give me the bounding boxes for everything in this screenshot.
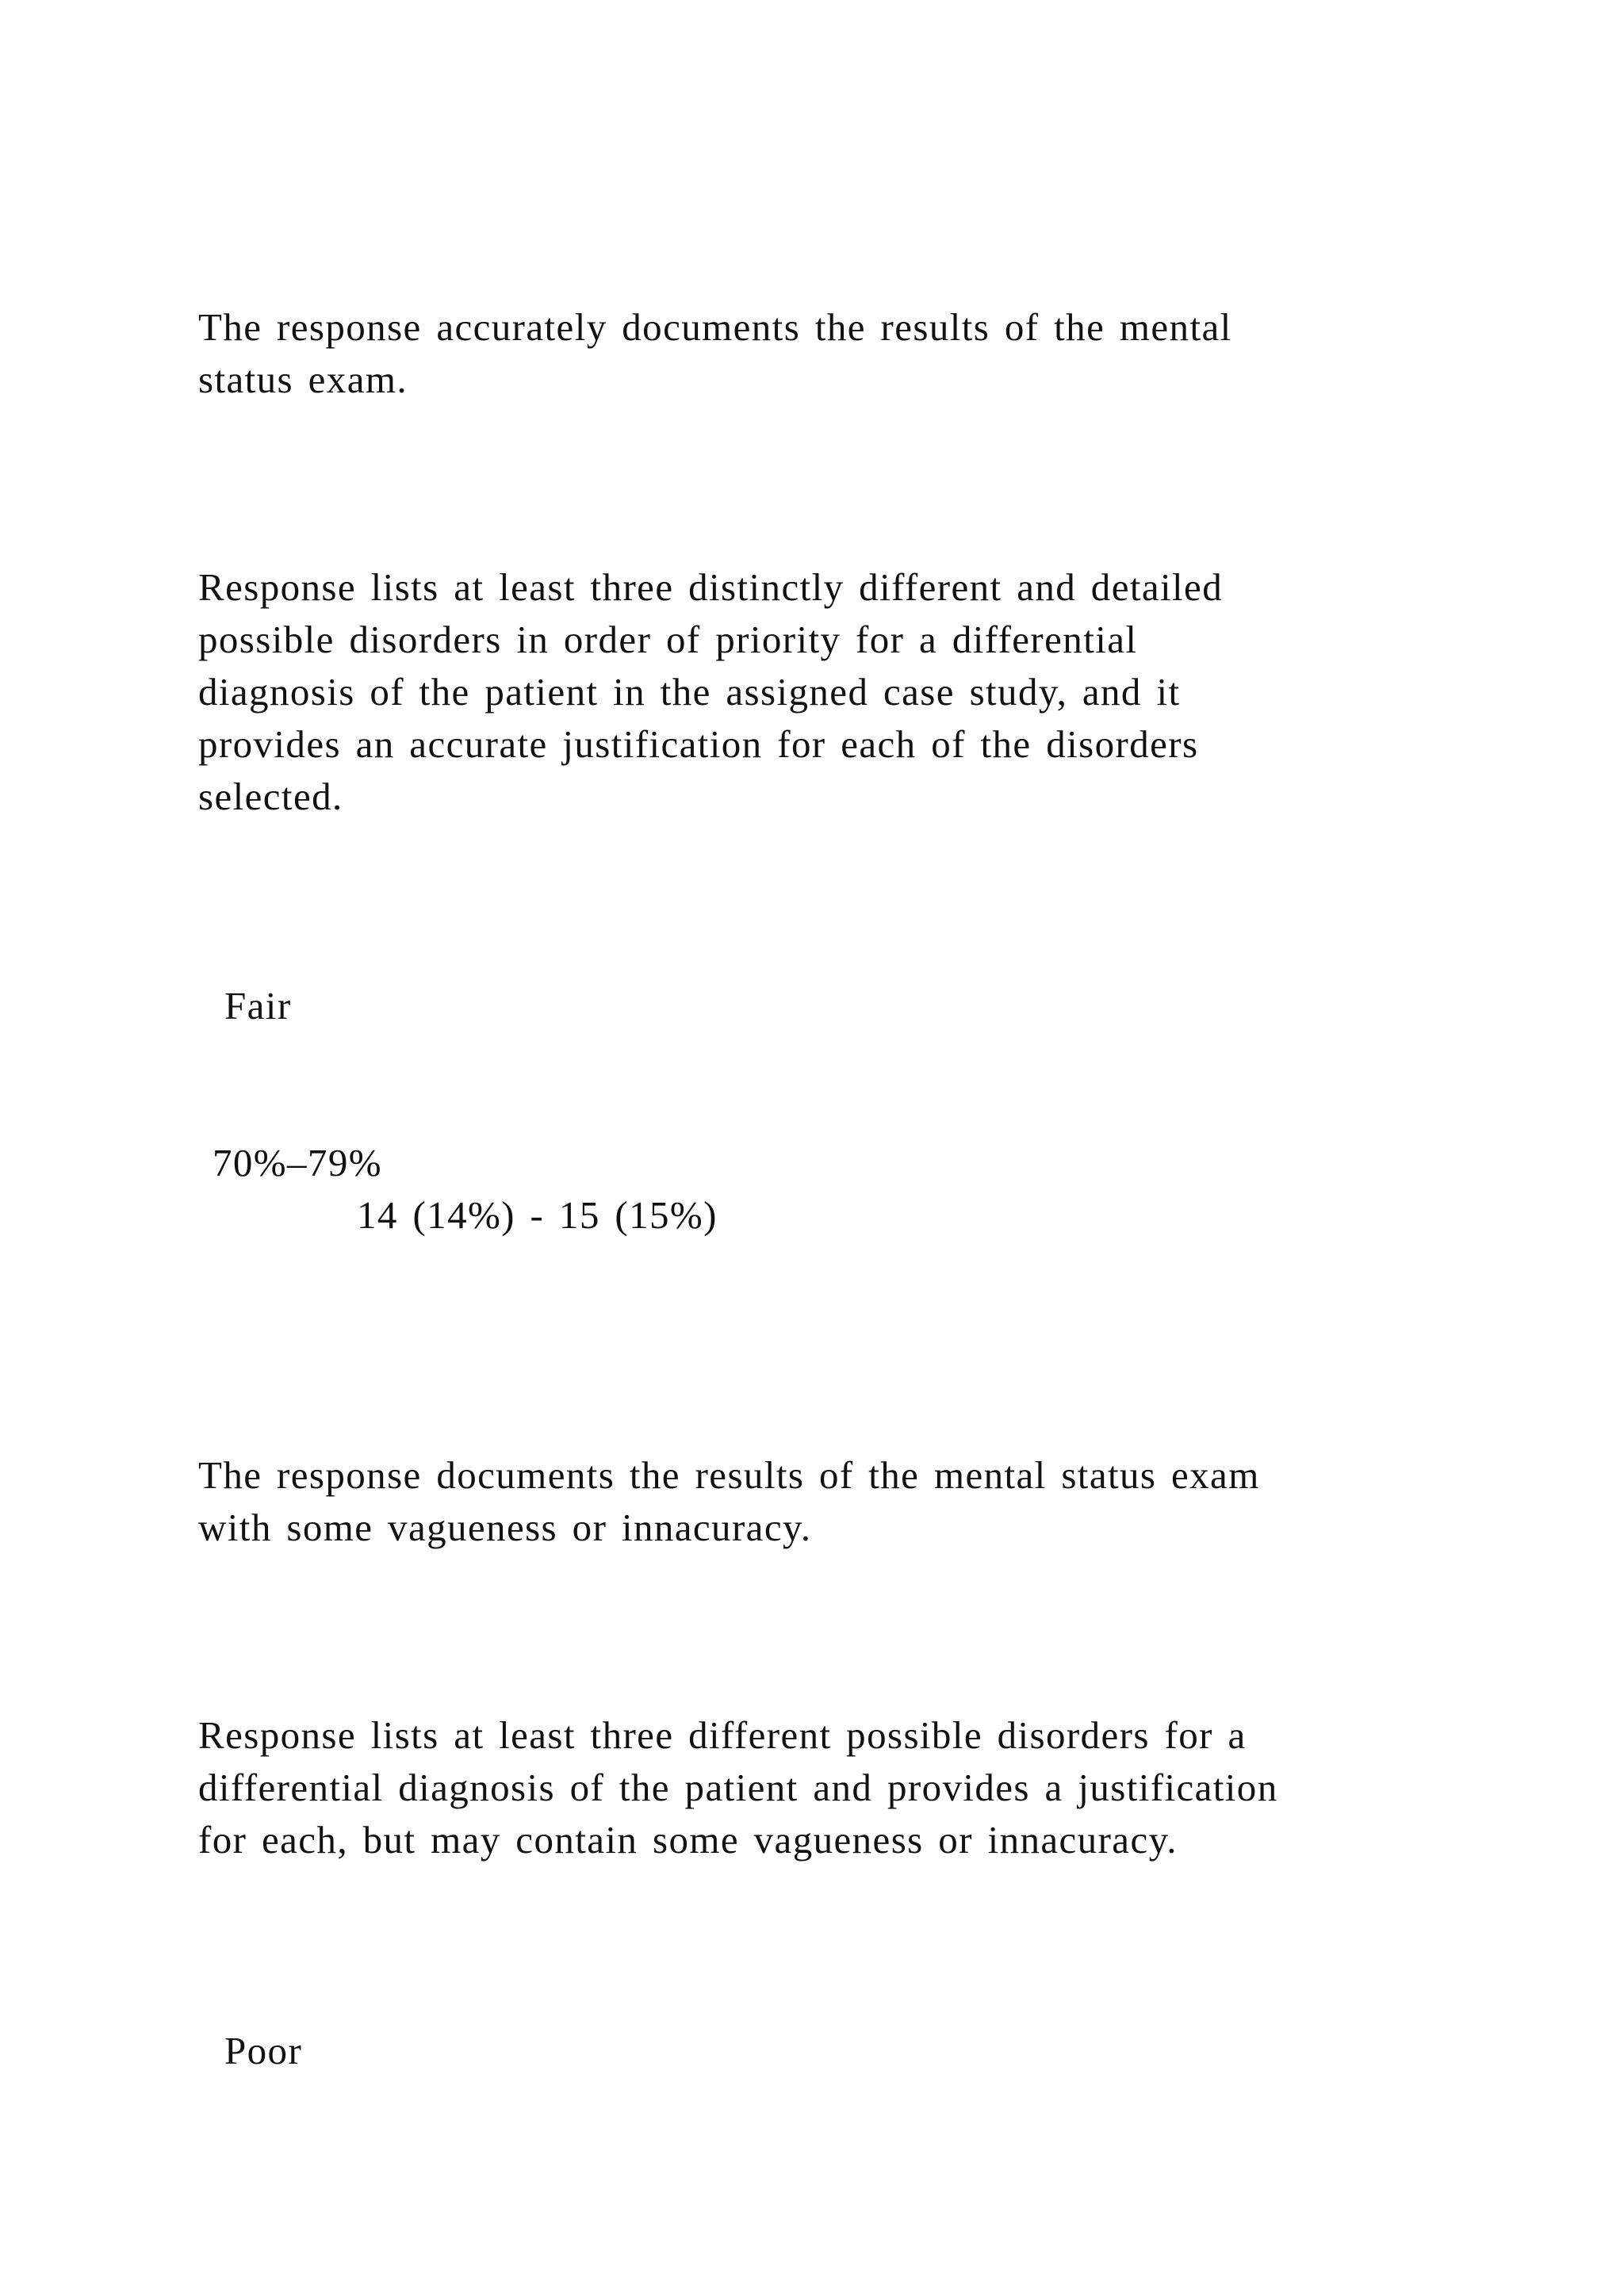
good-ddx-line-1: Response lists at least three distinctly different and detailed <box>198 565 1224 609</box>
good-ddx-line-2: possible disorders in order of priority for a differential <box>198 618 1138 661</box>
fair-mse-line-1: The response documents the results of the mental status exam <box>198 1453 1260 1497</box>
poor-heading: Poor <box>224 2029 303 2072</box>
good-mse-line-2: status exam. <box>198 358 408 401</box>
fair-ddx-line-2: differential diagnosis of the patient and provides a justification <box>198 1766 1278 1809</box>
good-ddx-line-5: selected. <box>198 775 343 818</box>
good-mse-line-1: The response accurately documents the results of the mental <box>198 305 1232 349</box>
fair-heading: Fair <box>224 984 292 1027</box>
fair-points-range: 14 (14%) - 15 (15%) <box>357 1193 718 1237</box>
fair-ddx-line-1: Response lists at least three different possible disorders for a <box>198 1713 1247 1757</box>
good-ddx-line-4: provides an accurate justification for each of the disorders <box>198 722 1199 766</box>
good-ddx-line-3: diagnosis of the patient in the assigned case study, and it <box>198 670 1181 714</box>
fair-ddx-line-3: for each, but may contain some vagueness or innacuracy. <box>198 1818 1178 1862</box>
fair-mse-line-2: with some vagueness or innacuracy. <box>198 1506 812 1549</box>
fair-percent-range: 70%–79% <box>213 1141 382 1184</box>
